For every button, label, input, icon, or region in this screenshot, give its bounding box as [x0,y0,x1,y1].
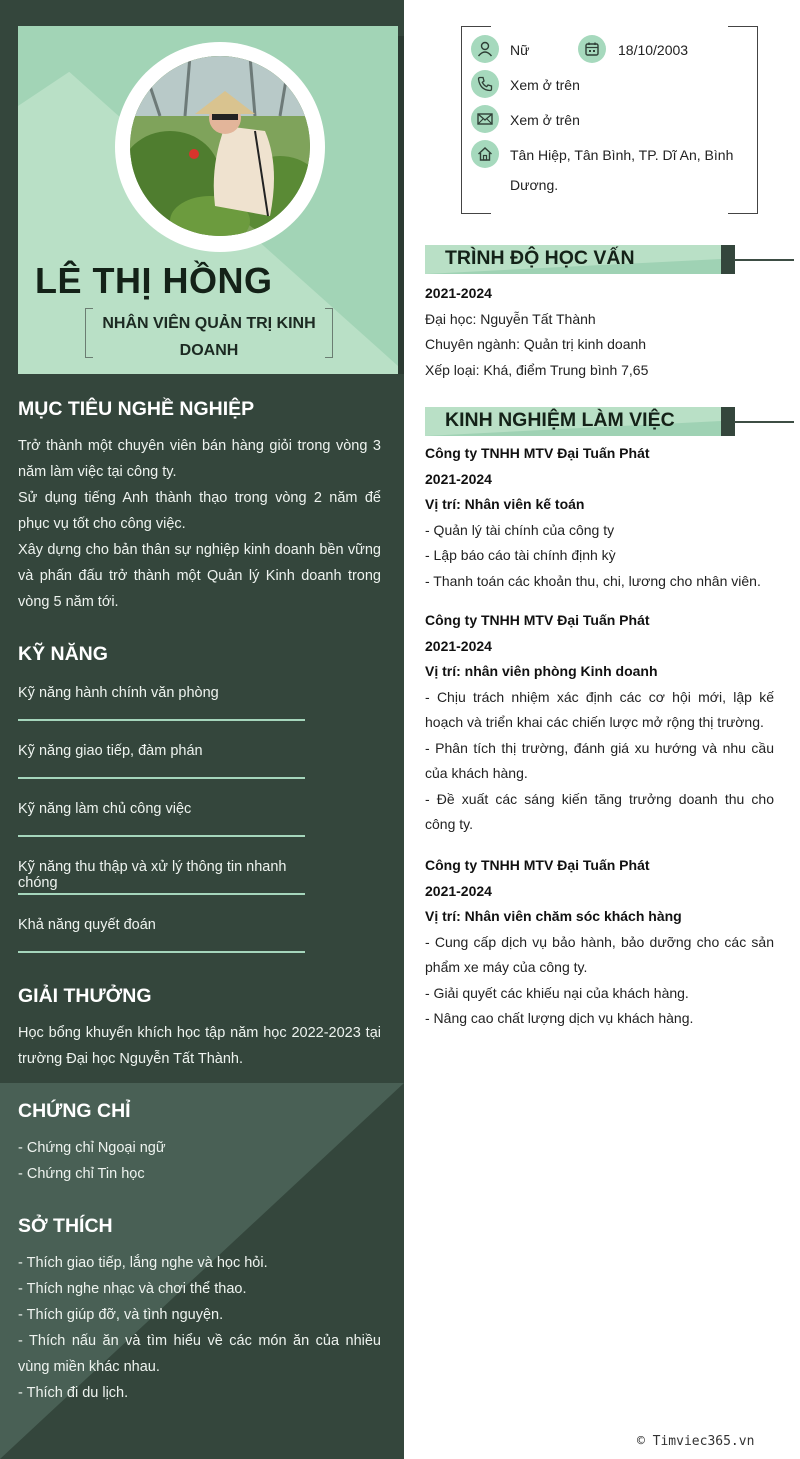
skill-item [18,743,306,779]
skill-bar [18,777,305,779]
skill-label: Kỹ năng làm chủ công việc [18,801,192,817]
education-grade: Xếp loại: Khá, điểm Trung bình 7,65 [425,361,649,378]
job-entry [425,608,774,838]
job-company: Công ty TNHH MTV Đại Tuấn Phát [425,612,650,628]
job-duty: - Cung cấp dịch vụ bảo hành, bảo dưỡng cho các sản phẩm xe máy của công ty. [425,933,774,975]
email-value: Xem ở trên [510,112,580,128]
skill-item [18,801,306,837]
career-goal-paragraph: Sử dụng tiếng Anh thành thạo trong vòng 2 năm để phục vụ tốt cho công việc. [18,490,381,532]
heading-line [734,259,794,261]
education-period: 2021-2024 [425,285,492,301]
career-goal-heading: MỤC TIÊU NGHỀ NGHIỆP [18,398,255,420]
gender-value: Nữ [510,42,530,58]
header-card-shadow [398,36,404,374]
job-duty: - Đề xuất các sáng kiến tăng trưởng doanh thu cho công ty. [425,790,774,832]
job-duty: - Phân tích thị trường, đánh giá xu hướng và nhu cầu của khách hàng. [425,739,774,781]
job-position: Vị trí: nhân viên phòng Kinh doanh [425,663,658,679]
watermark: © Timviec365.vn [637,1434,755,1449]
job-entry [425,441,774,594]
hobbies-heading: SỞ THÍCH [18,1215,113,1237]
job-position: Vị trí: Nhân viên kế toán [425,496,585,512]
hobby-item: - Thích đi du lịch. [18,1385,129,1401]
address-line: Tân Hiệp, Tân Bình, TP. Dĩ An, Bình [510,147,734,163]
skill-label: Kỹ năng thu thập và xử lý thông tin nhanh chóng [18,859,287,891]
job-duty: - Thanh toán các khoản thu, chi, lương cho nhân viên. [425,572,761,589]
certificate-item: - Chứng chỉ Ngoại ngữ [18,1140,166,1156]
career-goal-text [18,433,381,615]
job-duty: - Quản lý tài chính của công ty [425,521,615,538]
experience-heading-bar [425,407,735,436]
home-icon [471,140,499,168]
job-period: 2021-2024 [425,637,492,654]
heading-line [734,421,794,423]
phone-icon [471,70,499,98]
skill-bar [18,951,305,953]
hobby-item: - Thích giúp đỡ, và tình nguyện. [18,1307,224,1323]
person-icon [471,35,499,63]
certificates-heading: CHỨNG CHỈ [18,1100,131,1122]
birthday-value: 18/10/2003 [618,42,689,58]
hobby-item: - Thích nấu ăn và tìm hiểu về các món ăn của nhiều vùng miền khác nhau. [18,1333,381,1375]
job-title-frame [85,308,333,360]
awards-text: Học bổng khuyến khích học tập năm học 2022-2023 tại trường Đại học Nguyễn Tất Thành. [18,1025,381,1067]
skill-item [18,685,306,721]
skill-bar [18,835,305,837]
job-entry [425,853,774,1032]
experience-heading: KINH NGHIỆM LÀM VIỆC [445,409,675,431]
calendar-icon [578,35,606,63]
job-position: Vị trí: Nhân viên chăm sóc khách hàng [425,908,682,924]
skill-label: Kỹ năng giao tiếp, đàm phán [18,743,203,759]
skill-bar [18,893,305,895]
awards-heading: GIẢI THƯỞNG [18,985,152,1007]
job-period: 2021-2024 [425,470,492,487]
job-company: Công ty TNHH MTV Đại Tuấn Phát [425,445,650,461]
job-period: 2021-2024 [425,882,492,899]
mail-icon [471,105,499,133]
education-block [425,281,774,383]
skill-label: Kỹ năng hành chính văn phòng [18,685,219,701]
hobbies-list [18,1250,381,1406]
certificates-list [18,1135,381,1187]
career-goal-paragraph: Xây dựng cho bản thân sự nghiệp kinh doanh bền vững và phấn đấu trở thành một Quản lý Kinh doanh trong vòng 5 năm tới. [18,542,381,610]
skill-label: Khả năng quyết đoán [18,917,156,933]
career-goal-paragraph: Trở thành một chuyên viên bán hàng giỏi trong vòng 3 năm làm việc tại công ty. [18,438,381,480]
skill-item [18,859,306,895]
job-company: Công ty TNHH MTV Đại Tuấn Phát [425,857,650,873]
candidate-name: LÊ THỊ HỒNG [35,260,273,301]
job-title: NHÂN VIÊN QUẢN TRỊ KINH DOANH [102,315,316,359]
job-duty: - Chịu trách nhiệm xác định các cơ hội mới, lập kế hoạch và triển khai các chiến lược mở rộng thị trường. [425,688,774,730]
education-school: Đại học: Nguyễn Tất Thành [425,310,596,327]
job-duty: - Nâng cao chất lượng dịch vụ khách hàng. [425,1010,694,1026]
skill-bar [18,719,305,721]
address-line: Dương. [510,177,559,193]
certificate-item: - Chứng chỉ Tin học [18,1166,145,1182]
skills-heading: KỸ NĂNG [18,643,108,665]
education-heading-bar [425,245,735,274]
hobby-item: - Thích nghe nhạc và chơi thể thao. [18,1281,247,1297]
address-value [510,140,733,200]
education-heading: TRÌNH ĐỘ HỌC VẤN [445,247,635,269]
avatar [130,56,310,236]
education-major: Chuyên ngành: Quản trị kinh doanh [425,336,647,352]
hobby-item: - Thích giao tiếp, lắng nghe và học hỏi. [18,1255,268,1271]
phone-value: Xem ở trên [510,77,580,93]
job-duty: - Giải quyết các khiếu nại của khách hàng. [425,984,689,1001]
job-duty: - Lập báo cáo tài chính định kỳ [425,547,616,563]
skill-item [18,917,306,953]
